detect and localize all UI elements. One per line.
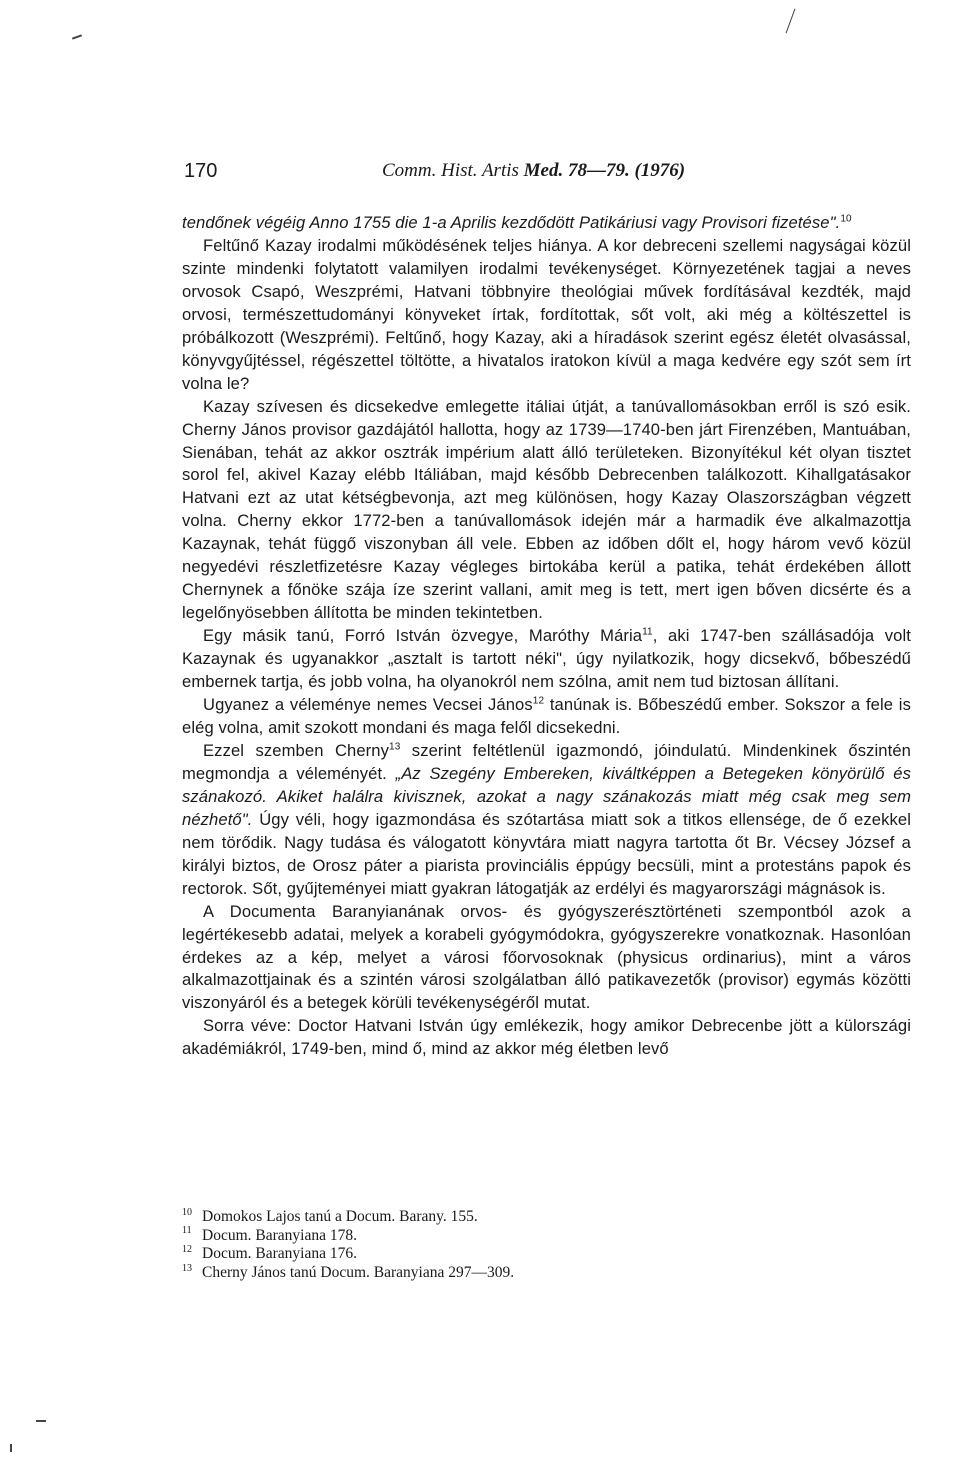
paragraph-5 [182,694,911,740]
footnote-ref-13: 13 [389,741,401,753]
paragraph-4 [182,625,911,694]
scan-speck [10,1444,12,1452]
paragraph-3: Kazay szívesen és dicsekedve emlegette itáliai útját, a tanúvallomásokban erről is szó esik. Cherny János provisor gazdájától hallotta, hogy az 1739—1740-ben járt Firenzében, Mantuában, Sienában, tehát az akkor osztrák impérium alatt álló területeken. Bizonyítékul két olyan tisztet sorol fel, akivel Kazay elébb Itáliában, majd később Debrecenben találkozott. Kihallgatásakor Hatvani ezt az utat kétségbevonja, azt meg különösen, hogy Kazay Olaszországban végzett volna. Cherny ekkor 1772-ben a tanúvallomások idején már a harmadik éve alkalmazottja Kazaynak, tehát függő viszonyban áll vele. Ebben az időben dőlt el, hogy három vevő közül negyedévi részletfizetésre Kazay végleges birtokába kerül a patika, tehát érdekében állott Chernynek a főnöke szája íze szerint vallani, amit meg is tett, mert igen bőven dicsérte és a legelőnyösebben állította be minden tekintetben. [182,396,911,623]
journal-title: Comm. Hist. Artis [382,160,519,181]
footnote-ref-12: 12 [532,695,545,707]
paragraph-6 [182,740,911,901]
scan-speck [36,1420,46,1422]
paragraph-1 [182,212,911,235]
paragraph-7: A Documenta Baranyianának orvos- és gyógyszerésztörténeti szempontból azok a legértékesebb adatai, melyek a korabeli gyógymódokra, gyógyszerekre vonatkoznak. Hasonlóan érdekes az a kép, melyet a városi főorvosoknak (physicus ordinarius), mint a város alkalmazottjainak és a szintén városi szolgálatban álló patikavezetők (provisor) egymás közötti viszonyáról és a betegek körüli tevékenységéről mutat. [182,901,911,1013]
paragraph-5-text-a: Ugyanez a véleménye nemes Vecsei János [203,695,533,715]
paragraph-2: Feltűnő Kazay irodalmi működésének teljes hiánya. A kor debreceni szellemi nagyságai közül szinte mindenki folytatott valamilyen irodalmi tevékenységet. Környezetének tagjai a neves orvosok Csapó, Weszprémi, Hatvani többnyire theológiai művek fordításával kezdték, majd orvosi, természettudományi könyveket írtak, fordítottak, sőt volt, aki még a költészettel is próbálkozott (Weszprémi). Feltűnő, hogy Kazay, aki a híradások szerint egész életét olvasással, könyvgyűjtéssel, régészettel töltötte, a hivatalos iratokon kívül a maga kedvére egy szót sem írt volna le? [182,235,911,393]
paragraph-8: Sorra véve: Doctor Hatvani István úgy emlékezik, hogy amikor Debrecenbe jött a külországi akadémiákról, 1749-ben, mind ő, mind az akkor még életben levő [182,1016,911,1059]
page-number: 170 [184,160,218,182]
running-head [382,160,685,182]
footnote-text: Docum. Baranyiana 178. [202,1226,357,1244]
paragraph-5-text-b: tanúnak is. Bőbeszédű ember. Sokszor a fele is elég volna, amit szokott mondani és maga felől dicsekedni. [182,695,911,737]
page-header [184,160,704,184]
scan-speck [786,9,796,34]
footnote-13: 13 Cherny János tanú Docum. Baranyiana 297—309. [182,1262,515,1281]
footnote-11: 11 Docum. Baranyiana 178. [182,1225,357,1244]
paragraph-4-text-b: , aki 1747-ben szállásadója volt Kazaynak és ugyanakkor „asztalt is tartott néki", úgy nyilatkozik, hogy dicsekvő, bőbeszédű embernek tartja, és jobb volna, ha olyanokról nem szólna, amit nem tud biztosan állítani. [182,626,911,692]
footnote-text: Domokos Lajos tanú a Docum. Barany. 155. [202,1208,478,1225]
paragraph-6-text-a: Ezzel szemben Cherny [203,740,390,760]
footnote-ref-10: 10 [840,213,852,225]
footnote-text: Docum. Baranyiana 176. [202,1245,357,1263]
paragraph-6-text-c: Úgy véli, hogy igazmondása és szótartása miatt sok a titkos ellensége, de ő ezekkel nem törődik. Nagy tudása és válogatott könyvtára miatt nagyra tartotta őt Br. Vécsey József a királyi biztos, de Orosz páter a piarista provinciális éppúgy becsüli, mint a protestáns papok és rectorok. Sőt, gyűjteményei miatt gyakran látogatják az erdélyi és magyarországi mágnások is. [182,809,911,898]
scan-speck [72,34,82,39]
journal-volume: Med. 78—79. (1976) [523,160,686,181]
paragraph-1-italic: tendőnek végéig Anno 1755 die 1-a Aprilis kezdődött Patikáriusi vagy Provisori fizetése". [182,213,841,232]
footnote-12: 12 Docum. Baranyiana 176. [182,1244,357,1263]
paragraph-6-quote: „Az Szegény Embereken, kiváltképpen a Betegeken könyörülő és szánakozó. Akiket halálra kivisznek, azokat a nagy szánakozás miatt még csak meg sem nézhető". [182,763,911,829]
footnote-text: Cherny János tanú Docum. Baranyiana 297—309. [202,1263,515,1281]
footnotes [182,1208,911,1282]
paragraph-4-text-a: Egy másik tanú, Forró István özvegye, Maróthy Mária [203,626,643,646]
footnote-10: 10 Domokos Lajos tanú a Docum. Barany. 155. [182,1206,478,1225]
footnote-ref-11: 11 [642,626,653,638]
paragraph-6-text-b: szerint feltétlenül igazmondó, jóindulatú. Mindenkinek őszintén megmondja a véleményét. [182,740,911,783]
body-text [182,212,911,1061]
